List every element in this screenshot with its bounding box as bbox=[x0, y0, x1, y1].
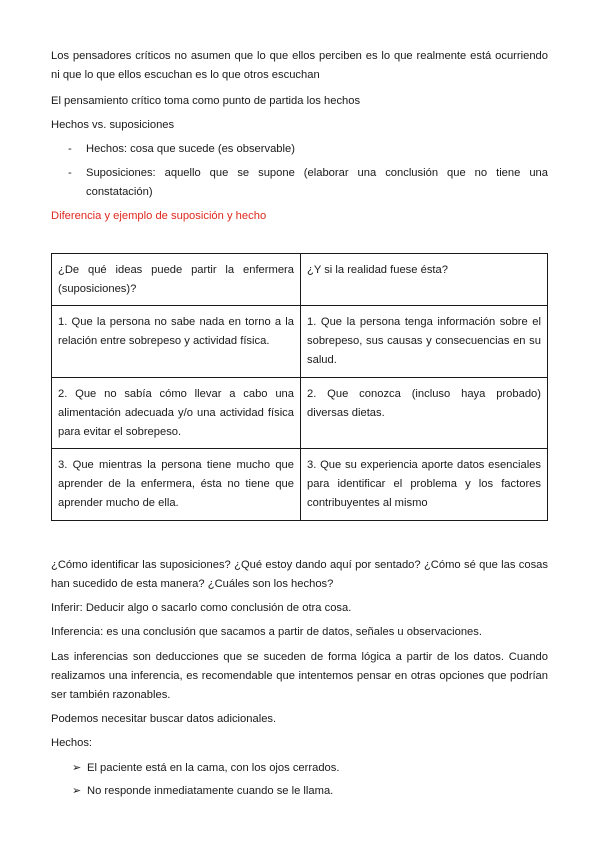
facts-vs-assumptions-heading: Hechos vs. suposiciones bbox=[51, 119, 175, 131]
table-row bbox=[52, 306, 548, 378]
facts-list-text: El paciente está en la cama, con los ojos cerrados. bbox=[87, 762, 340, 774]
table-cell: 2. Que no sabía cómo llevar a cabo una alimentación adecuada y/o una actividad física para evitar el sobrepeso. bbox=[52, 378, 301, 449]
table-row bbox=[52, 378, 548, 449]
table-cell: 1. Que la persona tenga información sobre el sobrepeso, sus causas y consecuencias en su salud. bbox=[301, 306, 548, 378]
definition-item-assumptions bbox=[68, 164, 548, 202]
table-header-cell: ¿De qué ideas puede partir la enfermera (suposiciones)? bbox=[52, 254, 301, 306]
table-header-cell: ¿Y si la realidad fuese ésta? bbox=[301, 254, 548, 306]
additional-data-paragraph: Podemos necesitar buscar datos adicionales. bbox=[51, 713, 277, 725]
arrow-bullet-icon: ➢ bbox=[72, 761, 82, 774]
facts-list-text: No responde inmediatamente cuando se le llama. bbox=[87, 785, 334, 797]
definition-item-facts bbox=[68, 140, 548, 159]
assumptions-table bbox=[51, 253, 548, 521]
table-cell: 2. Que conozca (incluso haya probado) diversas dietas. bbox=[301, 378, 548, 449]
table-row bbox=[52, 449, 548, 521]
definition-text: Suposiciones: aquello que se supone (elaborar una conclusión que no tiene una constatación) bbox=[86, 167, 548, 198]
facts-list-item bbox=[72, 781, 542, 801]
table-cell: 1. Que la persona no sabe nada en torno a la relación entre sobrepeso y actividad física. bbox=[52, 306, 301, 378]
intro-paragraph: Los pensadores críticos no asumen que lo que ellos perciben es lo que realmente está ocurriendo ni que lo que ellos escuchan es lo que otros escuchan bbox=[51, 50, 548, 81]
starting-point-paragraph: El pensamiento crítico toma como punto de partida los hechos bbox=[51, 95, 361, 107]
questions-paragraph: ¿Cómo identificar las suposiciones? ¿Qué estoy dando aquí por sentado? ¿Cómo sé que las cosas han sucedido de esta manera? ¿Cuáles son los hechos? bbox=[51, 559, 548, 590]
inferences-paragraph: Las inferencias son deducciones que se suceden de forma lógica a partir de los datos. Cuando realizamos una inferencia, es recomendable que intentemos pensar en otras opciones que podrían ser también razonables. bbox=[51, 651, 548, 701]
definition-text: Hechos: cosa que sucede (es observable) bbox=[86, 143, 295, 155]
dash-bullet: - bbox=[68, 143, 72, 155]
infer-definition: Inferir: Deducir algo o sacarlo como conclusión de otra cosa. bbox=[51, 602, 352, 614]
table-cell: 3. Que su experiencia aporte datos esenciales para identificar el problema y los factores contribuyentes al mismo bbox=[301, 449, 548, 521]
arrow-bullet-icon: ➢ bbox=[72, 784, 82, 797]
table-cell: 3. Que mientras la persona tiene mucho que aprender de la enfermera, ésta no tiene que aprender mucho de ella. bbox=[52, 449, 301, 521]
inference-definition: Inferencia: es una conclusión que sacamos a partir de datos, señales u observaciones. bbox=[51, 626, 482, 638]
facts-list-item bbox=[72, 758, 542, 778]
example-heading: Diferencia y ejemplo de suposición y hecho bbox=[51, 210, 267, 222]
facts-label: Hechos: bbox=[51, 737, 93, 749]
table-header-row bbox=[52, 254, 548, 306]
dash-bullet: - bbox=[68, 167, 72, 179]
